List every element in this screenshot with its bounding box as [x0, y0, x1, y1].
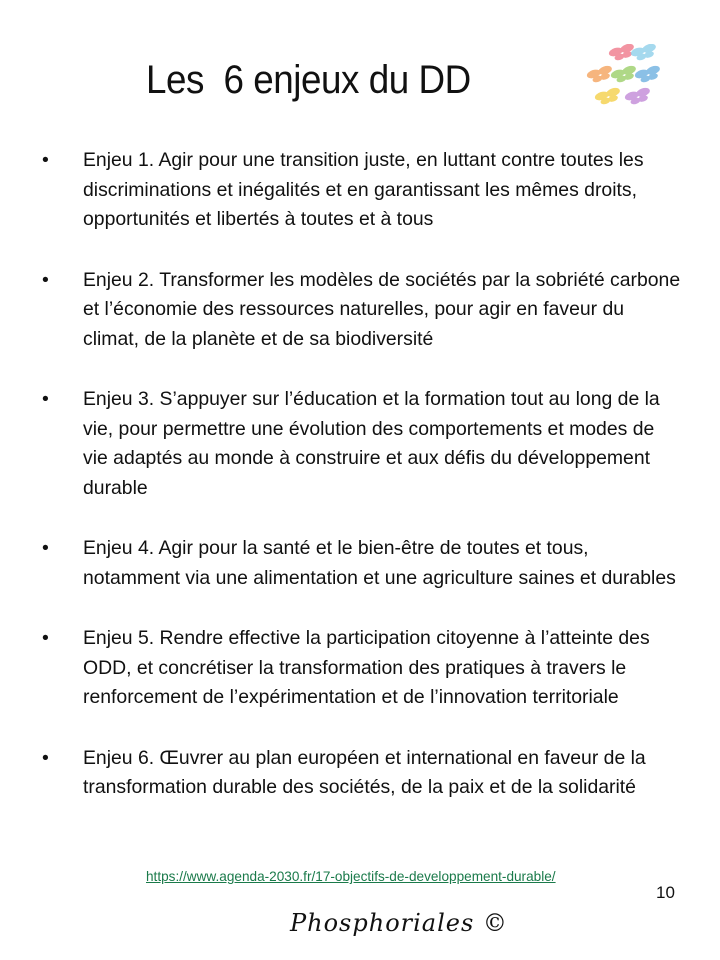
- enjeux-list: [42, 146, 682, 803]
- footer-signature: Phosphoriales ©: [290, 909, 508, 937]
- list-item: [42, 146, 682, 235]
- source-link[interactable]: https://www.agenda-2030.fr/17-objectifs-de-developpement-durable/: [146, 869, 556, 884]
- item-text: Enjeu 2. Transformer les modèles de sociétés par la sobriété carbone et l’économie des ressources naturelles, pour agir en faveur du climat, de la planète et de sa biodiversité: [83, 268, 681, 350]
- butterfly-icon: [586, 64, 615, 84]
- item-text: Enjeu 3. S’appuyer sur l’éducation et la formation tout au long de la vie, pour permettre une évolution des comportements et modes de vie adaptés au monde à construire et aux défis du développement durable: [83, 388, 660, 499]
- bullet: •: [42, 149, 49, 171]
- bullet: •: [42, 627, 49, 649]
- butterfly-icon: [610, 64, 639, 84]
- butterflies-logo-icon: [582, 44, 682, 118]
- item-text: Enjeu 5. Rendre effective la participation citoyenne à l’atteinte des ODD, et concrétiser la transformation des pratiques à travers le renforcement de l’expérimentation et de l’innovation territoriale: [83, 627, 650, 708]
- list-item: [42, 744, 682, 803]
- page-number: 10: [656, 883, 675, 902]
- bullet: •: [42, 388, 49, 410]
- item-text: Enjeu 6. Œuvrer au plan européen et international en faveur de la transformation durable des sociétés, de la paix et de la solidarité: [83, 746, 646, 798]
- list-item: [42, 385, 682, 503]
- item-text: Enjeu 1. Agir pour une transition juste, en luttant contre toutes les discriminations et inégalités et en garantissant les mêmes droits, opportunités et libertés à toutes et à tous: [83, 149, 644, 230]
- butterfly-icon: [630, 44, 659, 63]
- butterfly-icon: [594, 86, 623, 106]
- item-text: Enjeu 4. Agir pour la santé et le bien-être de toutes et tous, notamment via une alimentation et une agriculture saines et durables: [83, 537, 676, 589]
- butterfly-icon: [624, 86, 653, 106]
- list-item: [42, 624, 682, 713]
- bullet: •: [42, 537, 49, 559]
- list-item: [42, 534, 682, 593]
- slide-title: Les 6 enjeux du DD: [146, 58, 471, 102]
- bullet: •: [42, 268, 49, 291]
- list-item: [42, 266, 682, 355]
- bullet: •: [42, 746, 49, 769]
- butterfly-icon: [634, 64, 663, 84]
